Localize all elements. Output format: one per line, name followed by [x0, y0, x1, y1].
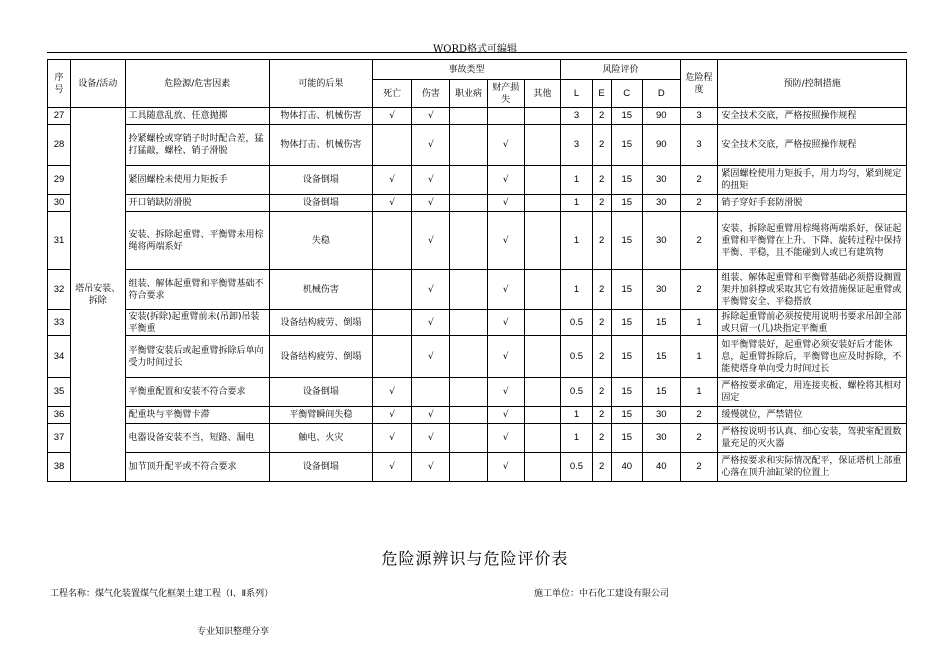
- cell-property: √: [487, 378, 524, 407]
- cell-c: 15: [611, 108, 642, 125]
- cell-l: 3: [561, 108, 592, 125]
- cell-property: [487, 108, 524, 125]
- cell-e: 2: [592, 212, 611, 270]
- project-name: 工程名称：煤气化装置煤气化框架土建工程（Ⅰ、Ⅱ系列）: [50, 589, 274, 599]
- cell-seq: 28: [48, 125, 71, 166]
- table-row: [48, 378, 907, 407]
- risk-table-body: [48, 108, 907, 482]
- cell-other: [524, 378, 561, 407]
- cell-l: 1: [561, 424, 592, 453]
- cell-other: [524, 125, 561, 166]
- table-row: [48, 166, 907, 195]
- table-row: [48, 195, 907, 212]
- cell-consequence: 物体打击、机械伤害: [270, 125, 373, 166]
- table-row: [48, 212, 907, 270]
- cell-property: √: [487, 310, 524, 336]
- cell-seq: 34: [48, 336, 71, 378]
- cell-risk-level: 1: [680, 378, 718, 407]
- cell-e: 2: [592, 125, 611, 166]
- cell-measure: 组装、解体起重臂和平衡臂基础必须搭设搁置架并加斜撑或采取其它有效措施保证起重臂或平衡臂安全、平稳搭放: [718, 270, 907, 310]
- cell-death: √: [372, 195, 412, 212]
- cell-occupational: [450, 424, 488, 453]
- cell-l: 1: [561, 166, 592, 195]
- subheader-occupational: 职业病: [450, 80, 488, 108]
- subheader-death: 死亡: [372, 80, 412, 108]
- cell-e: 2: [592, 195, 611, 212]
- cell-measure: 安全技术交底，严格按照操作规程: [718, 108, 907, 125]
- cell-measure: 安装、拆除起重臂用棕绳将两端系好，保证起重臂和平衡臂在上升、下降、旋转过程中保持平衡、平稳，且不能碰到人或已有建筑物: [718, 212, 907, 270]
- table-row: [48, 407, 907, 424]
- cell-d: 30: [642, 195, 680, 212]
- cell-seq: 27: [48, 108, 71, 125]
- header-measures: 预防/控制措施: [718, 60, 907, 108]
- cell-consequence: 设备结构疲劳、倒塌: [270, 310, 373, 336]
- cell-e: 2: [592, 108, 611, 125]
- cell-consequence: 设备倒塌: [270, 378, 373, 407]
- subheader-l: L: [561, 80, 592, 108]
- cell-property: √: [487, 407, 524, 424]
- cell-seq: 29: [48, 166, 71, 195]
- cell-d: 30: [642, 270, 680, 310]
- cell-death: [372, 212, 412, 270]
- cell-property: √: [487, 336, 524, 378]
- cell-hazard: 电器设备安装不当，短路、漏电: [125, 424, 270, 453]
- header-activity: 设备/活动: [71, 60, 125, 108]
- cell-consequence: 设备倒塌: [270, 166, 373, 195]
- cell-d: 30: [642, 212, 680, 270]
- table-row: [48, 453, 907, 482]
- cell-risk-level: 1: [680, 310, 718, 336]
- cell-injury: [412, 378, 450, 407]
- table-row: [48, 270, 907, 310]
- cell-injury: √: [412, 212, 450, 270]
- document-title: 危险源辨识与危险评价表: [381, 549, 569, 568]
- cell-injury: √: [412, 166, 450, 195]
- cell-injury: √: [412, 270, 450, 310]
- cell-risk-level: 3: [680, 125, 718, 166]
- cell-hazard: 配重块与平衡臂卡滞: [125, 407, 270, 424]
- cell-c: 15: [611, 125, 642, 166]
- cell-measure: 严格按要求确定，用连接夹板、螺栓将其相对固定: [718, 378, 907, 407]
- cell-c: 15: [611, 166, 642, 195]
- cell-d: 15: [642, 310, 680, 336]
- cell-l: 3: [561, 125, 592, 166]
- cell-property: √: [487, 195, 524, 212]
- cell-seq: 38: [48, 453, 71, 482]
- cell-risk-level: 2: [680, 212, 718, 270]
- cell-risk-level: 3: [680, 108, 718, 125]
- cell-l: 0.5: [561, 336, 592, 378]
- footer-note: 专业知识整理分享: [197, 627, 270, 637]
- cell-d: 90: [642, 125, 680, 166]
- cell-d: 15: [642, 336, 680, 378]
- construction-company: 施工单位：中石化工建设有限公司: [534, 589, 670, 599]
- cell-death: √: [372, 407, 412, 424]
- cell-occupational: [450, 378, 488, 407]
- cell-c: 15: [611, 195, 642, 212]
- cell-injury: √: [412, 195, 450, 212]
- cell-seq: 36: [48, 407, 71, 424]
- header-rule: [47, 52, 907, 53]
- cell-c: 15: [611, 336, 642, 378]
- cell-d: 30: [642, 424, 680, 453]
- cell-l: 1: [561, 407, 592, 424]
- cell-activity: 塔吊安装、拆除: [71, 108, 125, 482]
- cell-l: 1: [561, 212, 592, 270]
- cell-property: √: [487, 212, 524, 270]
- cell-e: 2: [592, 378, 611, 407]
- cell-other: [524, 310, 561, 336]
- cell-death: √: [372, 108, 412, 125]
- cell-risk-level: 2: [680, 424, 718, 453]
- cell-c: 15: [611, 407, 642, 424]
- cell-death: √: [372, 424, 412, 453]
- table-row: [48, 125, 907, 166]
- cell-d: 40: [642, 453, 680, 482]
- subheader-property: 财产损失: [487, 80, 524, 108]
- table-row: [48, 310, 907, 336]
- cell-consequence: 设备结构疲劳、倒塌: [270, 336, 373, 378]
- cell-injury: √: [412, 424, 450, 453]
- table-row: [48, 336, 907, 378]
- cell-l: 0.5: [561, 378, 592, 407]
- cell-c: 15: [611, 212, 642, 270]
- cell-occupational: [450, 310, 488, 336]
- cell-consequence: 设备倒塌: [270, 195, 373, 212]
- cell-injury: √: [412, 108, 450, 125]
- cell-e: 2: [592, 310, 611, 336]
- cell-d: 30: [642, 407, 680, 424]
- cell-death: √: [372, 453, 412, 482]
- cell-l: 0.5: [561, 310, 592, 336]
- cell-e: 2: [592, 336, 611, 378]
- cell-measure: 严格按说明书认真、细心安装，驾驶室配置数量充足的灭火器: [718, 424, 907, 453]
- cell-injury: √: [412, 125, 450, 166]
- cell-hazard: 组装、解体起重臂和平衡臂基础不符合要求: [125, 270, 270, 310]
- cell-risk-level: 2: [680, 270, 718, 310]
- cell-injury: √: [412, 310, 450, 336]
- subheader-e: E: [592, 80, 611, 108]
- cell-occupational: [450, 453, 488, 482]
- cell-hazard: 平衡重配置和安装不符合要求: [125, 378, 270, 407]
- cell-seq: 30: [48, 195, 71, 212]
- subheader-c: C: [611, 80, 642, 108]
- cell-other: [524, 407, 561, 424]
- cell-property: √: [487, 166, 524, 195]
- cell-risk-level: 2: [680, 453, 718, 482]
- cell-l: 1: [561, 195, 592, 212]
- subheader-injury: 伤害: [412, 80, 450, 108]
- cell-measure: 缓慢就位，严禁错位: [718, 407, 907, 424]
- cell-l: 1: [561, 270, 592, 310]
- cell-property: √: [487, 453, 524, 482]
- cell-hazard: 拎紧螺栓或穿销子时时配合差，猛打猛敲，螺栓、销子滑脱: [125, 125, 270, 166]
- cell-death: √: [372, 166, 412, 195]
- cell-seq: 32: [48, 270, 71, 310]
- cell-hazard: 开口销缺防滑脱: [125, 195, 270, 212]
- cell-c: 40: [611, 453, 642, 482]
- cell-death: [372, 336, 412, 378]
- risk-table: [47, 59, 907, 482]
- cell-hazard: 安装(拆除)起重臂前未(吊卸)吊装平衡重: [125, 310, 270, 336]
- cell-death: [372, 125, 412, 166]
- cell-consequence: 机械伤害: [270, 270, 373, 310]
- cell-hazard: 安装、拆除起重臂、平衡臂未用棕绳将两端系好: [125, 212, 270, 270]
- cell-risk-level: 2: [680, 166, 718, 195]
- cell-death: [372, 270, 412, 310]
- cell-measure: 如平衡臂装好，起重臂必须安装好后才能休息，起重臂拆除后，平衡臂也应及时拆除，不能使塔身单向受力时间过长: [718, 336, 907, 378]
- cell-c: 15: [611, 270, 642, 310]
- cell-other: [524, 336, 561, 378]
- cell-property: √: [487, 424, 524, 453]
- cell-injury: √: [412, 336, 450, 378]
- page-header: WORD格式可编辑: [432, 44, 518, 55]
- cell-risk-level: 1: [680, 336, 718, 378]
- cell-e: 2: [592, 270, 611, 310]
- cell-other: [524, 270, 561, 310]
- cell-injury: √: [412, 407, 450, 424]
- cell-measure: 严格按要求和实际情况配平，保证塔机上部重心落在顶升油缸梁的位置上: [718, 453, 907, 482]
- cell-occupational: [450, 166, 488, 195]
- cell-other: [524, 195, 561, 212]
- cell-other: [524, 166, 561, 195]
- header-risk-level: 危险程度: [680, 60, 718, 108]
- cell-death: √: [372, 378, 412, 407]
- cell-risk-level: 2: [680, 407, 718, 424]
- cell-c: 15: [611, 310, 642, 336]
- cell-consequence: 触电、火灾: [270, 424, 373, 453]
- cell-other: [524, 212, 561, 270]
- cell-e: 2: [592, 424, 611, 453]
- cell-measure: 销子穿好手套防滑脱: [718, 195, 907, 212]
- cell-measure: 紧固螺栓使用力矩扳手，用力均匀，紧到规定的扭矩: [718, 166, 907, 195]
- cell-hazard: 工具随意乱放、任意抛掷: [125, 108, 270, 125]
- header-hazard: 危险源/危害因素: [125, 60, 270, 108]
- cell-hazard: 加节顶升配平或不符合要求: [125, 453, 270, 482]
- cell-other: [524, 453, 561, 482]
- cell-c: 15: [611, 378, 642, 407]
- header-accident-type: 事故类型: [372, 60, 561, 80]
- header-seq: 序号: [48, 60, 71, 108]
- cell-e: 2: [592, 407, 611, 424]
- cell-risk-level: 2: [680, 195, 718, 212]
- cell-seq: 35: [48, 378, 71, 407]
- cell-occupational: [450, 125, 488, 166]
- cell-death: [372, 310, 412, 336]
- cell-occupational: [450, 195, 488, 212]
- cell-other: [524, 108, 561, 125]
- cell-other: [524, 424, 561, 453]
- cell-d: 90: [642, 108, 680, 125]
- cell-consequence: 失稳: [270, 212, 373, 270]
- cell-hazard: 紧固螺栓未使用力矩扳手: [125, 166, 270, 195]
- cell-property: √: [487, 125, 524, 166]
- cell-hazard: 平衡臂安装后或起重臂拆除后单向受力时间过长: [125, 336, 270, 378]
- cell-property: √: [487, 270, 524, 310]
- cell-occupational: [450, 212, 488, 270]
- subheader-d: D: [642, 80, 680, 108]
- cell-injury: √: [412, 453, 450, 482]
- cell-d: 15: [642, 378, 680, 407]
- subheader-other: 其他: [524, 80, 561, 108]
- cell-l: 0.5: [561, 453, 592, 482]
- cell-occupational: [450, 270, 488, 310]
- cell-e: 2: [592, 453, 611, 482]
- cell-seq: 31: [48, 212, 71, 270]
- cell-occupational: [450, 108, 488, 125]
- cell-consequence: 平衡臂瞬间失稳: [270, 407, 373, 424]
- cell-seq: 33: [48, 310, 71, 336]
- cell-measure: 拆除起重臂前必须按使用说明书要求吊卸全部或只留一(几)块指定平衡重: [718, 310, 907, 336]
- cell-measure: 安全技术交底，严格按照操作规程: [718, 125, 907, 166]
- cell-occupational: [450, 407, 488, 424]
- cell-consequence: 物体打击、机械伤害: [270, 108, 373, 125]
- cell-c: 15: [611, 424, 642, 453]
- header-risk-eval: 风险评价: [561, 60, 680, 80]
- table-row: [48, 108, 907, 125]
- cell-d: 30: [642, 166, 680, 195]
- header-consequence: 可能的后果: [270, 60, 373, 108]
- cell-seq: 37: [48, 424, 71, 453]
- cell-e: 2: [592, 166, 611, 195]
- cell-occupational: [450, 336, 488, 378]
- cell-consequence: 设备倒塌: [270, 453, 373, 482]
- table-row: [48, 424, 907, 453]
